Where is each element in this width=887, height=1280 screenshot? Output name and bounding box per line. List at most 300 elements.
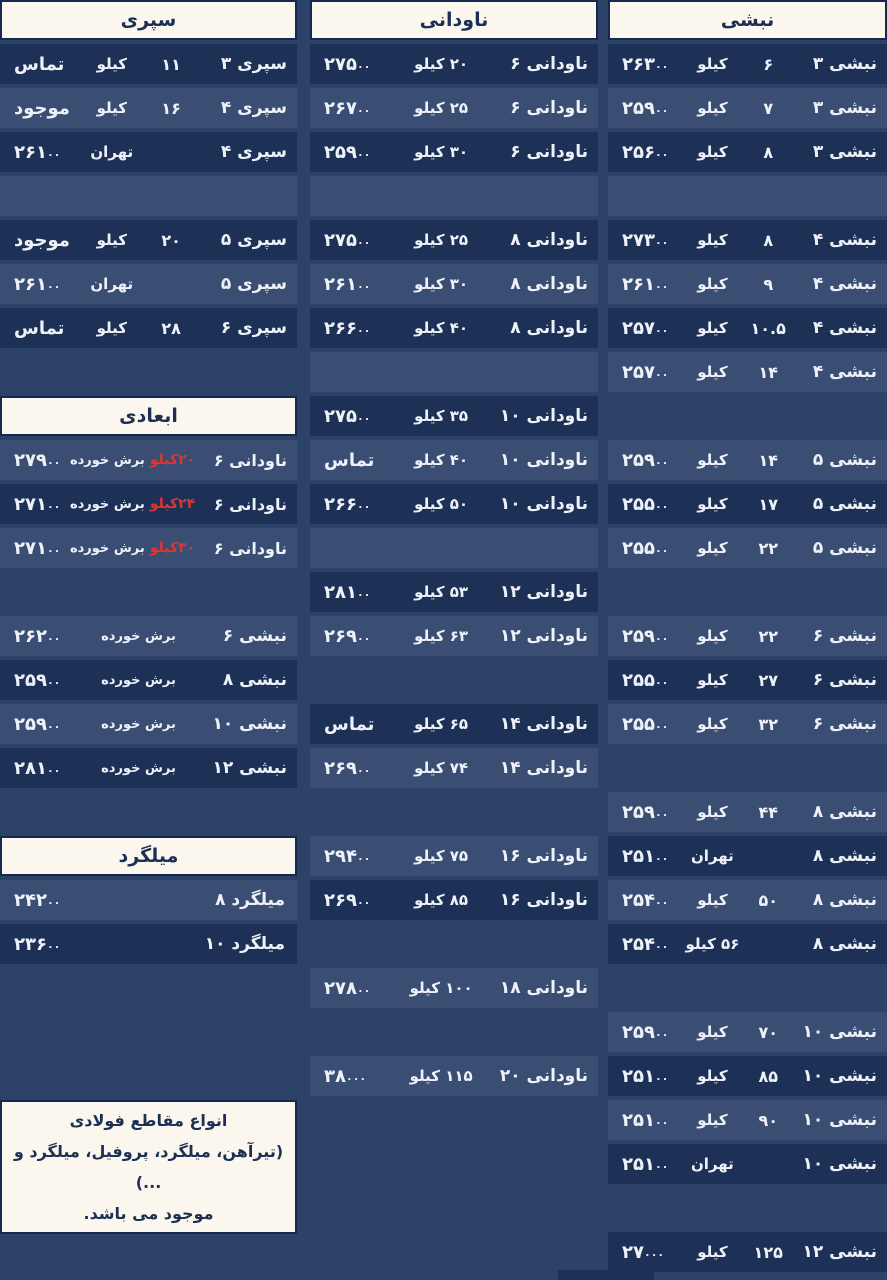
price-zeros: ۰۰ — [654, 323, 669, 337]
row-unit: کیلو — [697, 495, 728, 513]
empty-row — [310, 176, 598, 216]
row-price — [0, 274, 79, 295]
row-weight: ۷۰ — [758, 1022, 778, 1042]
price-row — [0, 440, 297, 480]
price-main: ۲۶۶ — [324, 317, 357, 339]
row-name: ناودانی ۱۲ — [499, 582, 588, 602]
row-unit: کیلو — [697, 363, 728, 381]
row-weight: ۱۱۵ کیلو — [409, 1067, 473, 1085]
row-weight: ۲۰ — [161, 230, 181, 250]
row-price: تماس — [14, 317, 65, 339]
price-main: ۲۵۱ — [622, 1153, 655, 1175]
price-zeros: ۰۰ — [654, 851, 669, 865]
row-price — [310, 758, 398, 779]
row-price — [310, 626, 398, 647]
price-row — [608, 924, 887, 964]
price-main: ۲۵۷ — [622, 317, 655, 339]
price-main: ۲۳۶ — [14, 933, 47, 955]
price-row — [608, 132, 887, 172]
price-main: ۲۷۳ — [622, 229, 655, 251]
price-main: ۲۵۵ — [622, 537, 655, 559]
row-name: نبشی ۴ — [812, 274, 877, 294]
price-row — [310, 264, 598, 304]
price-main: ۲۵۹ — [324, 141, 357, 163]
row-name: ناودانی ۶ — [213, 538, 287, 558]
row-gap — [0, 1056, 297, 1096]
price-zeros: ۰۰ — [654, 1071, 669, 1085]
price-row — [310, 44, 598, 84]
row-price — [608, 318, 682, 339]
row-name: نبشی ۵ — [812, 494, 877, 514]
section-header: نبشی — [608, 0, 887, 40]
row-price — [0, 934, 137, 955]
cut-label: برش خورده — [101, 716, 176, 732]
row-name: نبشی ۸ — [812, 802, 877, 822]
row-unit: کیلو — [697, 99, 728, 117]
row-price — [0, 450, 67, 471]
row-price — [608, 934, 682, 955]
section-header: سپری — [0, 0, 297, 40]
row-unit: کیلو — [697, 1023, 728, 1041]
row-name: نبشی ۴ — [812, 318, 877, 338]
row-unit: کیلو — [697, 143, 728, 161]
price-main: ۲۵۹ — [622, 449, 655, 471]
empty-row — [608, 176, 887, 216]
row-weight: ۴۴ — [758, 802, 778, 822]
price-row — [608, 308, 887, 348]
price-zeros: ۰۰ — [654, 1115, 669, 1129]
row-weight: ۲۵ کیلو — [414, 231, 469, 249]
row-cut-tag — [67, 540, 198, 556]
row-name: ناودانی ۱۰ — [499, 406, 588, 426]
row-cut-tag — [67, 496, 198, 512]
row-weight: ۱۴ — [758, 362, 778, 382]
price-main: ۲۵۹ — [622, 1021, 655, 1043]
section-header: ابعادی — [0, 396, 297, 436]
price-row — [0, 484, 297, 524]
price-zeros: ۰۰ — [654, 279, 669, 293]
price-row — [310, 968, 598, 1008]
row-name: ناودانی ۶ — [510, 142, 588, 162]
row-name: ناودانی ۱۶ — [499, 846, 588, 866]
price-zeros: ۰۰ — [654, 1027, 669, 1041]
row-price — [0, 758, 79, 779]
cut-label: برش خورده — [69, 497, 145, 512]
row-weight: ۵۰ — [758, 890, 778, 910]
row-price — [608, 362, 682, 383]
price-zeros: ۰۰ — [654, 147, 669, 161]
price-row — [608, 88, 887, 128]
note-line: انواع مقاطع فولادی — [69, 1110, 228, 1130]
price-row — [0, 748, 297, 788]
row-name: ناودانی ۱۰ — [499, 450, 588, 470]
row-unit: کیلو — [697, 671, 728, 689]
row-price: تماس — [324, 449, 375, 471]
price-row — [310, 880, 598, 920]
price-row — [0, 704, 297, 744]
price-row — [608, 1100, 887, 1140]
cut-label: برش خورده — [101, 760, 176, 776]
row-price — [608, 1110, 682, 1131]
row-gap — [310, 792, 598, 832]
row-cut-tag — [67, 452, 198, 468]
row-name: سپری ۳ — [220, 54, 287, 74]
row-weight: ۱۴ — [758, 450, 778, 470]
row-weight: ۱۷ — [758, 494, 778, 514]
row-gap — [0, 792, 297, 832]
row-name: نبشی ۱۰ — [802, 1154, 877, 1174]
price-row — [608, 1144, 887, 1184]
row-weight: ۲۲ — [758, 626, 778, 646]
price-zeros: ۰۰ — [356, 983, 371, 997]
row-weight: ۳۰ کیلو — [414, 275, 469, 293]
row-name: نبشی ۸ — [812, 846, 877, 866]
price-zeros: ۰۰ — [654, 939, 669, 953]
price-row — [310, 616, 598, 656]
price-row — [310, 572, 598, 612]
price-main: ۲۵۹ — [622, 625, 655, 647]
row-weight: ۳۰ کیلو — [414, 143, 469, 161]
note-line: موجود می باشد. — [83, 1204, 214, 1224]
row-gap — [608, 968, 887, 1008]
row-unit: کیلو — [697, 803, 728, 821]
row-gap — [608, 1188, 887, 1228]
row-name: نبشی ۴ — [812, 362, 877, 382]
row-name: نبشی ۵ — [812, 450, 877, 470]
price-main: ۲۷۱ — [14, 537, 47, 559]
row-price — [0, 714, 79, 735]
price-main: ۲۸۱ — [14, 757, 47, 779]
row-weight: ۳۲ — [758, 714, 778, 734]
cut-weight-red: ۲۴کیلو — [149, 496, 196, 512]
row-weight: ۸ — [763, 142, 774, 162]
row-unit: کیلو — [697, 1067, 728, 1085]
price-zeros: ۰۰ — [46, 719, 61, 733]
row-price: موجود — [14, 229, 70, 251]
row-weight: ۸ — [763, 230, 774, 250]
price-row — [608, 792, 887, 832]
row-price — [0, 890, 137, 911]
column-separi-abadi-milgerd — [0, 0, 297, 1238]
note-box — [0, 1100, 297, 1234]
row-unit: تهران — [90, 275, 134, 293]
row-name: سپری ۴ — [220, 98, 287, 118]
price-row — [608, 44, 887, 84]
column-navodani — [310, 0, 598, 1100]
row-gap — [0, 572, 297, 612]
empty-row — [310, 528, 598, 568]
price-zeros: ۰۰ — [356, 631, 371, 645]
row-name: ناودانی ۲۰ — [499, 1066, 588, 1086]
row-gap — [0, 352, 297, 392]
price-main: ۲۵۶ — [622, 141, 655, 163]
price-main: ۲۶۱ — [14, 273, 47, 295]
row-price — [608, 846, 682, 867]
row-unit: کیلو — [697, 451, 728, 469]
row-price — [0, 670, 79, 691]
cut-label: برش خورده — [69, 453, 145, 468]
row-name: سپری ۴ — [220, 142, 287, 162]
row-weight: ۶ — [763, 54, 774, 74]
price-row — [310, 132, 598, 172]
price-zeros: ۰۰ — [46, 939, 61, 953]
row-weight: ۲۵ کیلو — [414, 99, 469, 117]
price-main: ۲۵۹ — [14, 713, 47, 735]
row-name: ناودانی ۶ — [510, 98, 588, 118]
row-name: سپری ۵ — [220, 274, 287, 294]
row-price — [608, 98, 682, 119]
price-row — [0, 528, 297, 568]
row-name: ناودانی ۱۴ — [499, 714, 588, 734]
row-unit: کیلو — [697, 1111, 728, 1129]
price-zeros: ۰۰ — [356, 279, 371, 293]
row-price — [608, 494, 682, 515]
row-weight: ۱۱ — [161, 54, 181, 74]
price-zeros: ۰۰ — [654, 807, 669, 821]
price-main: ۲۵۹ — [622, 801, 655, 823]
price-main: ۲۵۵ — [622, 493, 655, 515]
price-main: ۳۸ — [324, 1065, 346, 1087]
row-name: ناودانی ۶ — [213, 450, 287, 470]
price-zeros: ۰۰ — [654, 895, 669, 909]
price-zeros: ۰۰ — [654, 1159, 669, 1173]
row-gap — [0, 1012, 297, 1052]
row-price — [608, 1242, 682, 1263]
row-price — [310, 406, 398, 427]
row-name: ناودانی ۱۰ — [499, 494, 588, 514]
price-zeros: ۰۰۰ — [345, 1071, 367, 1085]
row-price — [608, 670, 682, 691]
price-row — [310, 704, 598, 744]
row-unit: کیلو — [96, 231, 127, 249]
row-price — [310, 230, 398, 251]
row-gap — [608, 572, 887, 612]
row-name: نبشی ۱۰ — [802, 1066, 877, 1086]
row-weight: ۵۰ کیلو — [414, 495, 469, 513]
row-name: میلگرد ۱۰ — [204, 934, 285, 954]
price-main: ۲۴۲ — [14, 889, 47, 911]
price-zeros: ۰۰ — [654, 103, 669, 117]
price-zeros: ۰۰ — [356, 323, 371, 337]
row-gap — [310, 660, 598, 700]
row-price: موجود — [14, 97, 70, 119]
row-weight: ۲۰ کیلو — [414, 55, 469, 73]
row-price — [608, 230, 682, 251]
row-price: تماس — [324, 713, 375, 735]
row-weight: ۴۰ کیلو — [414, 319, 469, 337]
price-row — [310, 748, 598, 788]
row-weight: ۹ — [763, 274, 774, 294]
price-row — [608, 1232, 887, 1272]
price-row — [0, 308, 297, 348]
row-gap — [608, 396, 887, 436]
price-row — [310, 836, 598, 876]
price-main: ۲۶۹ — [324, 889, 357, 911]
price-row — [0, 880, 297, 920]
price-zeros: ۰۰ — [654, 59, 669, 73]
price-row — [608, 440, 887, 480]
price-zeros: ۰۰ — [356, 411, 371, 425]
price-main: ۲۶۶ — [324, 493, 357, 515]
price-row — [608, 264, 887, 304]
price-main: ۲۶۲ — [14, 625, 47, 647]
row-price — [310, 494, 398, 515]
row-price — [608, 802, 682, 823]
price-main: ۲۷۵ — [324, 53, 357, 75]
price-row — [608, 1056, 887, 1096]
row-unit: کیلو — [697, 319, 728, 337]
price-row — [0, 220, 297, 260]
row-price — [0, 626, 79, 647]
row-name: نبشی ۸ — [222, 670, 287, 690]
row-gap — [310, 924, 598, 964]
row-weight: ۶۵ کیلو — [414, 715, 469, 733]
row-name: نبشی ۶ — [812, 714, 877, 734]
row-price — [310, 274, 398, 295]
row-weight: ۸۵ — [758, 1066, 778, 1086]
row-unit: ۵۶ کیلو — [685, 935, 740, 953]
row-name: ناودانی ۱۸ — [499, 978, 588, 998]
row-price — [608, 54, 682, 75]
row-name: نبشی ۸ — [812, 890, 877, 910]
price-row — [310, 220, 598, 260]
row-weight: ۱۰۰ کیلو — [409, 979, 473, 997]
cut-weight-red: ۲۰کیلو — [149, 452, 196, 468]
row-name: نبشی ۵ — [812, 538, 877, 558]
row-weight: ۱۰.۵ — [750, 318, 786, 338]
price-row — [0, 88, 297, 128]
price-main: ۲۶۷ — [324, 97, 357, 119]
cut-label: برش خورده — [101, 672, 176, 688]
price-row — [0, 264, 297, 304]
price-row — [0, 660, 297, 700]
note-line: (تیرآهن، میلگرد، پروفیل، میلگرد و ...) — [13, 1141, 284, 1192]
row-name: نبشی ۶ — [812, 626, 877, 646]
row-unit: تهران — [90, 143, 134, 161]
price-row — [608, 352, 887, 392]
price-main: ۲۵۵ — [622, 713, 655, 735]
price-zeros: ۰۰ — [356, 895, 371, 909]
row-name: میلگرد ۸ — [215, 890, 285, 910]
price-main: ۲۷۸ — [324, 977, 357, 999]
row-weight: ۱۲۵ — [753, 1242, 783, 1262]
price-main: ۲۵۴ — [622, 889, 655, 911]
row-weight: ۲۷ — [758, 670, 778, 690]
row-price — [0, 538, 67, 559]
row-name: نبشی ۱۰ — [212, 714, 287, 734]
price-row — [310, 396, 598, 436]
row-price — [608, 890, 682, 911]
price-zeros: ۰۰ — [46, 763, 61, 777]
row-name: ناودانی ۱۶ — [499, 890, 588, 910]
price-zeros: ۰۰ — [356, 235, 371, 249]
price-row — [608, 528, 887, 568]
price-row — [310, 88, 598, 128]
price-zeros: ۰۰ — [654, 367, 669, 381]
row-price — [310, 54, 398, 75]
price-zeros: ۰۰ — [654, 455, 669, 469]
row-unit: کیلو — [697, 1243, 728, 1261]
row-price — [608, 1022, 682, 1043]
price-zeros: ۰۰ — [46, 147, 61, 161]
row-name: نبشی ۱۲ — [802, 1242, 877, 1262]
price-main: ۲۵۷ — [622, 361, 655, 383]
row-price — [310, 1066, 398, 1087]
price-main: ۲۵۱ — [622, 1065, 655, 1087]
row-unit: تهران — [691, 1155, 734, 1173]
price-zeros: ۰۰ — [356, 851, 371, 865]
row-price — [608, 538, 682, 559]
price-main: ۲۷۱ — [14, 493, 47, 515]
row-weight: ۷۴ کیلو — [414, 759, 469, 777]
price-main: ۲۵۱ — [622, 845, 655, 867]
price-zeros: ۰۰ — [356, 499, 371, 513]
row-name: نبشی ۴ — [812, 230, 877, 250]
column-nabshi — [608, 0, 887, 1276]
row-price — [608, 1066, 682, 1087]
price-main: ۲۶۹ — [324, 625, 357, 647]
price-zeros: ۰۰ — [654, 235, 669, 249]
row-weight: ۲۸ — [161, 318, 181, 338]
empty-row — [310, 352, 598, 392]
row-price — [608, 626, 682, 647]
price-main: ۲۶۱ — [14, 141, 47, 163]
row-name: نبشی ۳ — [812, 54, 877, 74]
row-price — [310, 142, 398, 163]
row-name: نبشی ۳ — [812, 142, 877, 162]
price-main: ۲۵۵ — [622, 669, 655, 691]
row-gap — [608, 748, 887, 788]
row-weight: ۲۲ — [758, 538, 778, 558]
row-price — [310, 318, 398, 339]
price-main: ۲۵۹ — [622, 97, 655, 119]
row-name: ناودانی ۸ — [510, 274, 588, 294]
row-weight: ۷ — [763, 98, 774, 118]
row-weight: ۸۵ کیلو — [414, 891, 469, 909]
partial-row-fragment — [558, 1270, 654, 1280]
row-price — [608, 714, 682, 735]
price-zeros: ۰۰ — [46, 499, 61, 513]
cut-label: برش خورده — [69, 541, 145, 556]
price-zeros: ۰۰ — [654, 675, 669, 689]
row-unit: کیلو — [96, 55, 127, 73]
section-header: میلگرد — [0, 836, 297, 876]
row-weight: ۴۰ کیلو — [414, 451, 469, 469]
price-zeros: ۰۰ — [46, 279, 61, 293]
row-weight: ۱۶ — [161, 98, 181, 118]
row-name: نبشی ۶ — [812, 670, 877, 690]
row-name: نبشی ۸ — [812, 934, 877, 954]
row-name: نبشی ۱۲ — [212, 758, 287, 778]
row-price: تماس — [14, 53, 65, 75]
row-name: نبشی ۱۰ — [802, 1022, 877, 1042]
price-row — [0, 924, 297, 964]
row-weight: ۵۳ کیلو — [414, 583, 469, 601]
row-price — [310, 98, 398, 119]
price-row — [0, 616, 297, 656]
row-name: ناودانی ۶ — [213, 494, 287, 514]
price-row — [608, 1012, 887, 1052]
price-zeros: ۰۰ — [654, 631, 669, 645]
price-main: ۲۶۹ — [324, 757, 357, 779]
row-unit: کیلو — [697, 715, 728, 733]
price-main: ۲۵۹ — [14, 669, 47, 691]
price-zeros: ۰۰ — [654, 499, 669, 513]
price-main: ۲۶۱ — [622, 273, 655, 295]
row-name: نبشی ۶ — [222, 626, 287, 646]
price-zeros: ۰۰ — [356, 763, 371, 777]
row-price — [310, 978, 398, 999]
